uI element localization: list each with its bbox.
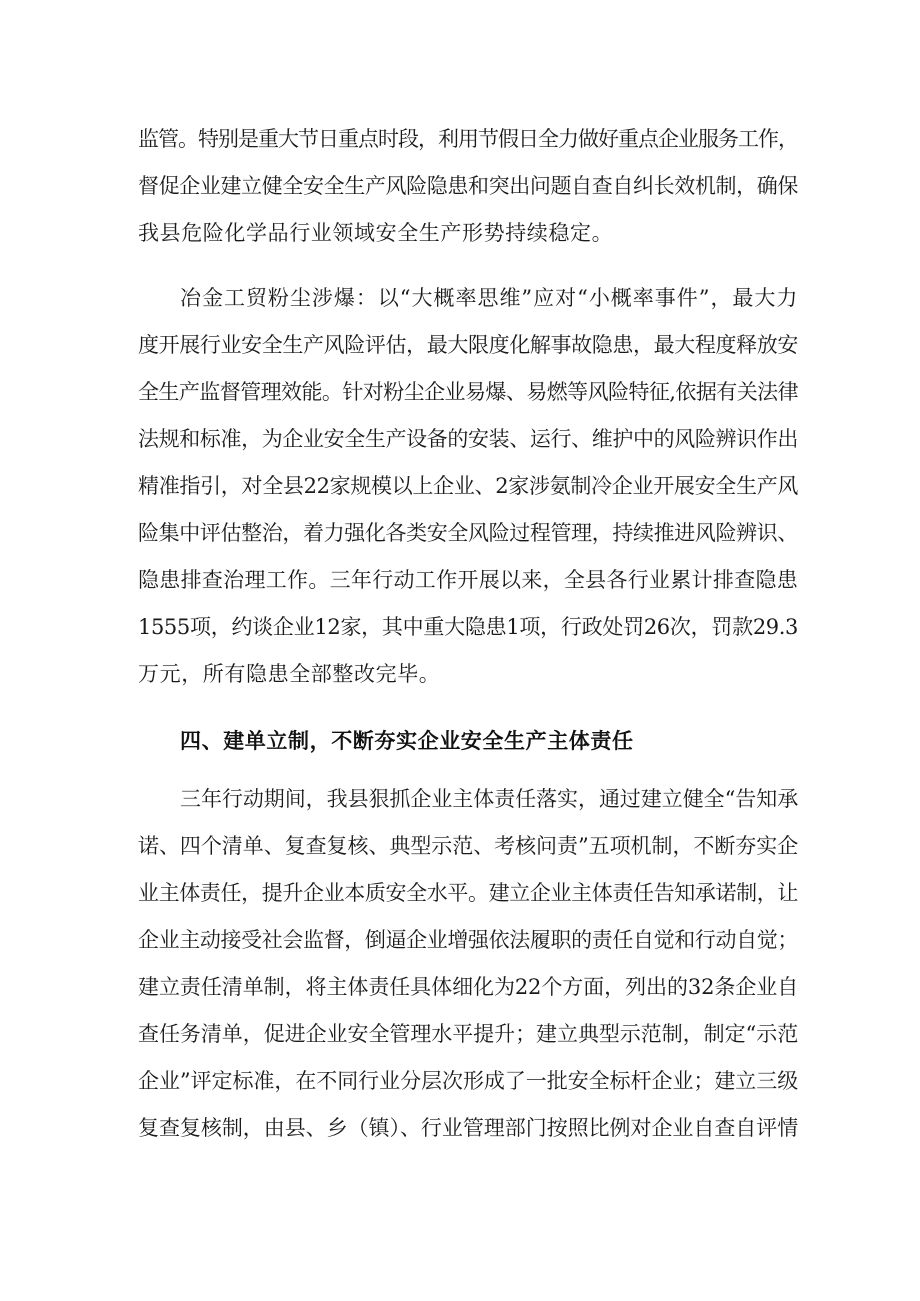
paragraph-3-line-8: 复查复核制，由县、乡（镇）、行业管理部门按照比例对企业自查自评情 — [138, 1116, 798, 1140]
paragraph-2-line-8: 1555项，约谈企业12家，其中重大隐患1项，行政处罚26次，罚款29.3 — [138, 615, 798, 639]
section-heading: 四、建单立制，不断夯实企业安全生产主体责任 — [180, 728, 634, 753]
paragraph-3-line-3: 业主体责任，提升企业本质安全水平。建立企业主体责任告知承诺制，让 — [138, 881, 798, 905]
paragraph-1-line-1: 监管。特别是重大节日重点时段，利用节假日全力做好重点企业服务工作， — [138, 127, 798, 151]
paragraph-3-line-1: 三年行动期间，我县狠抓企业主体责任落实，通过建立健全“告知承 — [180, 787, 798, 811]
paragraph-3-line-5: 建立责任清单制，将主体责任具体细化为22个方面，列出的32条企业自 — [138, 975, 798, 999]
paragraph-2-line-2: 度开展行业安全生产风险评估，最大限度化解事故隐患，最大程度释放安 — [138, 333, 798, 357]
paragraph-3-line-4: 企业主动接受社会监督，倒逼企业增强依法履职的责任自觉和行动自觉； — [138, 928, 798, 952]
paragraph-3-line-2: 诺、四个清单、复查复核、典型示范、考核问责”五项机制，不断夯实企 — [138, 834, 798, 858]
paragraph-2-line-5: 精准指引，对全县22家规模以上企业、2家涉氨制冷企业开展安全生产风 — [138, 474, 798, 498]
paragraph-2-line-4: 法规和标准，为企业安全生产设备的安装、运行、维护中的风险辨识作出 — [138, 427, 798, 451]
paragraph-2-line-9: 万元，所有隐患全部整改完毕。 — [138, 662, 441, 686]
paragraph-2-line-6: 险集中评估整治，着力强化各类安全风险过程管理，持续推进风险辨识、 — [138, 521, 798, 545]
paragraph-1-line-2: 督促企业建立健全安全生产风险隐患和突出问题自查自纠长效机制，确保 — [138, 174, 798, 198]
paragraph-3-line-7: 企业”评定标准，在不同行业分层次形成了一批安全标杆企业；建立三级 — [138, 1069, 798, 1093]
paragraph-3-line-6: 查任务清单，促进企业安全管理水平提升；建立典型示范制，制定“示范 — [138, 1022, 798, 1046]
paragraph-2-line-3: 全生产监督管理效能。针对粉尘企业易爆、易燃等风险特征,依据有关法律 — [138, 380, 798, 404]
paragraph-1-line-3: 我县危险化学品行业领域安全生产形势持续稳定。 — [138, 221, 614, 245]
paragraph-2-line-1: 冶金工贸粉尘涉爆：以“大概率思维”应对“小概率事件”，最大力 — [180, 286, 798, 310]
paragraph-2-line-7: 隐患排查治理工作。三年行动工作开展以来，全县各行业累计排查隐患 — [138, 568, 798, 592]
